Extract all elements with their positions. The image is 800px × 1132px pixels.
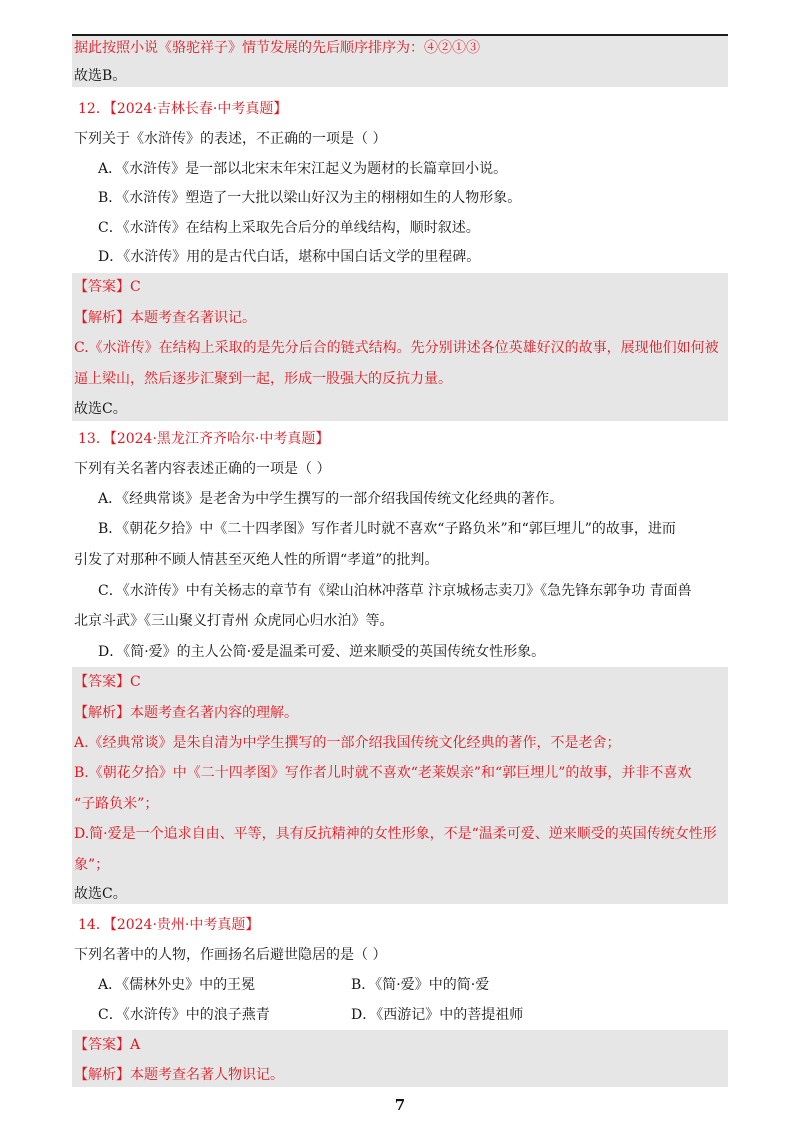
q13-option-c: C．《水浒传》中有关杨志的章节有《梁山泊林冲落草 汴京城杨志卖刀》《急先锋东郭争功 青面兽 bbox=[98, 583, 692, 599]
q12-header: 12．【2024·吉林长春·中考真题】 bbox=[78, 101, 288, 117]
q13-answer-band bbox=[72, 667, 728, 904]
q13-header: 13．【2024·黑龙江齐齐哈尔·中考真题】 bbox=[78, 431, 330, 447]
q14-option-d: D．《西游记》中的菩提祖师 bbox=[351, 1007, 524, 1023]
q12-answer: 【答案】C bbox=[74, 279, 141, 295]
q14-stem: 下列名著中的人物，作画扬名后避世隐居的是（ ） bbox=[74, 947, 387, 963]
q12-option-c: C．《水浒传》在结构上采取先合后分的单线结构，顺时叙述。 bbox=[98, 220, 480, 236]
q14-header: 14．【2024·贵州·中考真题】 bbox=[78, 917, 260, 933]
q13-explain-line: A.《经典常谈》是朱自清为中学生撰写的一部介绍我国传统文化经典的著作，不是老舍； bbox=[74, 735, 621, 751]
q14-analysis: 【解析】本题考查名著人物识记。 bbox=[74, 1067, 284, 1083]
q13-option-c-cont: 北京斗武》《三山聚义打青州 众虎同心归水泊》等。 bbox=[74, 613, 394, 629]
q13-explain-line: D.简·爱是一个追求自由、平等，具有反抗精神的女性形象，不是“温柔可爱、逆来顺受的英国传统女性形 bbox=[74, 826, 717, 842]
q13-analysis: 【解析】本题考查名著内容的理解。 bbox=[74, 705, 298, 721]
q13-choice: 故选C。 bbox=[74, 886, 127, 902]
q13-answer: 【答案】C bbox=[74, 674, 141, 690]
q14-option-c: C．《水浒传》中的浪子燕青 bbox=[98, 1007, 270, 1023]
q14-answer: 【答案】A bbox=[74, 1037, 141, 1053]
prev-explain-line: 据此按照小说《骆驼祥子》情节发展的先后顺序排序为：④②①③ bbox=[74, 40, 480, 56]
q12-explain-line: C.《水浒传》在结构上采取的是先分后合的链式结构。先分别讲述各位英雄好汉的故事，展现他们如何被 bbox=[74, 340, 719, 356]
q13-option-a: A．《经典常谈》是老舍为中学生撰写的一部介绍我国传统文化经典的著作。 bbox=[98, 491, 564, 507]
q14-option-b: B．《简·爱》中的简·爱 bbox=[351, 977, 490, 993]
q13-option-b: B．《朝花夕拾》中《二十四孝图》写作者儿时就不喜欢“子路负米”和“郭巨埋儿”的故事，进而 bbox=[98, 521, 676, 537]
q13-option-d: D．《简·爱》的主人公简·爱是温柔可爱、逆来顺受的英国传统女性形象。 bbox=[98, 644, 546, 660]
q12-explain-line: 逼上梁山，然后逐步汇聚到一起，形成一股强大的反抗力量。 bbox=[74, 371, 452, 387]
page-number: 7 bbox=[394, 1096, 406, 1114]
q12-analysis: 【解析】本题考查名著识记。 bbox=[74, 310, 256, 326]
q12-option-d: D．《水浒传》用的是古代白话，堪称中国白话文学的里程碑。 bbox=[98, 249, 481, 265]
q12-stem: 下列关于《水浒传》的表述，不正确的一项是（ ） bbox=[74, 131, 387, 147]
q12-option-b: B．《水浒传》塑造了一大批以梁山好汉为主的栩栩如生的人物形象。 bbox=[98, 190, 522, 206]
q12-choice: 故选C。 bbox=[74, 401, 127, 417]
q13-stem: 下列有关名著内容表述正确的一项是（ ） bbox=[74, 461, 331, 477]
q14-option-a: A．《儒林外史》中的王冕 bbox=[98, 977, 256, 993]
q13-option-b-cont: 引发了对那种不顾人情甚至灭绝人性的所谓“孝道”的批判。 bbox=[74, 552, 439, 568]
q13-explain-line: “子路负米”； bbox=[74, 796, 159, 812]
q12-option-a: A．《水浒传》是一部以北宋末年宋江起义为题材的长篇章回小说。 bbox=[98, 161, 508, 177]
prev-choice: 故选B。 bbox=[74, 68, 127, 84]
q13-explain-line: B.《朝花夕拾》中《二十四孝图》写作者儿时就不喜欢“老莱娱亲”和“郭巨埋儿”的故事，并非不喜欢 bbox=[74, 765, 692, 781]
q13-explain-line: 象”； bbox=[74, 857, 110, 873]
